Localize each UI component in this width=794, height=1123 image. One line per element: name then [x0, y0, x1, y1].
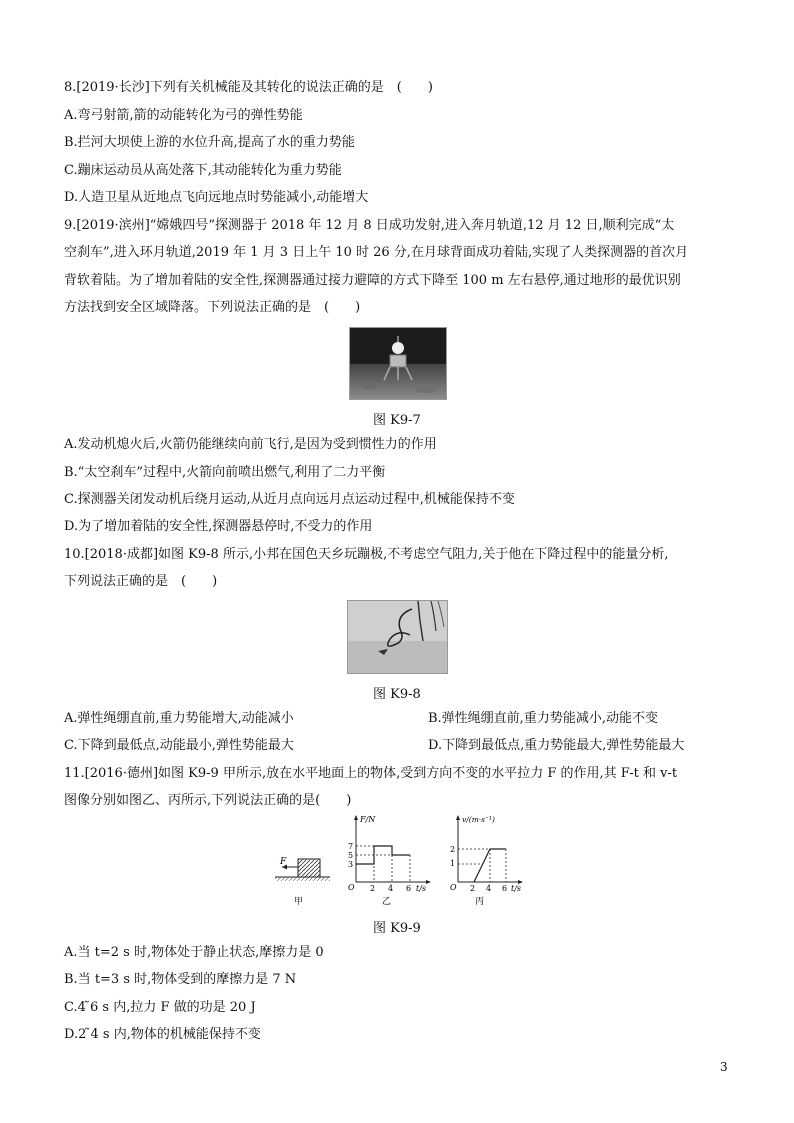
- q9-option-a: A.发动机熄火后,火箭仍能继续向前飞行,是因为受到惯性力的作用: [64, 437, 437, 452]
- page-number: 3: [720, 1060, 728, 1074]
- q11-stem-line-1: 11.[2016·德州]如图 K9-9 甲所示,放在水平地面上的物体,受到方向不变的水平拉力 F 的作用,其 F-t 和 v-t: [64, 766, 678, 781]
- q8-option-d: D.人造卫星从近地点飞向远地点时势能减小,动能增大: [64, 190, 369, 205]
- figure-yi-ft-graph: [348, 815, 431, 907]
- q10-stem-line-2: 下列说法正确的是 ( ): [64, 574, 218, 589]
- figure-bing-vt-graph: [450, 815, 523, 907]
- bing-ylabel: v/(m·s⁻¹): [462, 815, 495, 824]
- q9-option-c: C.探测器关闭发动机后绕月运动,从近月点向远月点运动过程中,机械能保持不变: [64, 492, 515, 507]
- bungee-photo: [347, 600, 448, 674]
- yi-xtick-2: 2: [370, 884, 376, 893]
- q8-option-b: B.拦河大坝使上游的水位升高,提高了水的重力势能: [64, 135, 355, 150]
- q9-stem-line-1: 9.[2019·滨州]“嫦娥四号”探测器于 2018 年 12 月 8 日成功发射,进入奔月轨道,12 月 12 日,顺利完成“太: [64, 218, 675, 233]
- q10-option-a: A.弹性绳绷直前,重力势能增大,动能减小: [64, 711, 294, 726]
- figure-jia-label: 甲: [294, 897, 304, 907]
- figure-k9-8-caption: 图 K9-8: [373, 687, 421, 702]
- q11-option-b: B.当 t=3 s 时,物体受到的摩擦力是 7 N: [64, 972, 297, 987]
- yi-xtick-6: 6: [406, 884, 412, 893]
- yi-ytick-5: 5: [348, 851, 354, 860]
- yi-ylabel: F/N: [360, 815, 376, 824]
- q9-stem-line-4: 方法找到安全区域降落。下列说法正确的是 ( ): [64, 300, 361, 315]
- bing-xtick-2: 2: [470, 884, 476, 893]
- q9-option-d: D.为了增加着陆的安全性,探测器悬停时,不受力的作用: [64, 519, 373, 534]
- figure-bing-label: 丙: [475, 897, 485, 907]
- bing-xtick-4: 4: [486, 884, 492, 893]
- yi-origin: O: [348, 883, 355, 892]
- bing-xlabel: t/s: [511, 884, 522, 893]
- yi-ytick-7: 7: [348, 842, 354, 851]
- q10-option-c: C.下降到最低点,动能最小,弹性势能最大: [64, 738, 294, 753]
- q11-option-d: D.2 ̃4 s 内,物体的机械能保持不变: [64, 1027, 261, 1042]
- yi-ytick-3: 3: [348, 860, 354, 869]
- q11-option-a: A.当 t=2 s 时,物体处于静止状态,摩擦力是 0: [64, 945, 324, 960]
- figure-k9-9: [270, 812, 530, 912]
- q11-option-c: C.4 ̃6 s 内,拉力 F 做的功是 20 J: [64, 1000, 256, 1015]
- q9-stem-line-3: 背软着陆。为了增加着陆的安全性,探测器通过接力避障的方式下降至 100 m 左右悬停,通过地形的最优识别: [64, 273, 681, 288]
- force-label: F: [280, 857, 287, 867]
- q10-stem-line-1: 10.[2018·成都]如图 K9-8 所示,小邦在国色天乡玩蹦极,不考虑空气阻力,关于他在下降过程中的能量分析,: [64, 547, 669, 562]
- q9-stem-line-2: 空刹车”,进入环月轨道,2019 年 1 月 3 日上午 10 时 26 分,在月球背面成功着陆,实现了人类探测器的首次月: [64, 245, 689, 260]
- bing-xtick-6: 6: [502, 884, 508, 893]
- q11-stem-line-2: 图像分别如图乙、丙所示,下列说法正确的是( ): [64, 793, 352, 808]
- q10-option-b: B.弹性绳绷直前,重力势能减小,动能不变: [428, 711, 658, 726]
- q8-option-a: A.弯弓射箭,箭的动能转化为弓的弹性势能: [64, 108, 303, 123]
- yi-xtick-4: 4: [388, 884, 394, 893]
- figure-yi-label: 乙: [382, 897, 392, 907]
- q10-option-d: D.下降到最低点,重力势能最大,弹性势能最大: [428, 738, 685, 753]
- q8-option-c: C.蹦床运动员从高处落下,其动能转化为重力势能: [64, 163, 342, 178]
- bing-ytick-2: 2: [450, 845, 456, 854]
- yi-xlabel: t/s: [416, 884, 427, 893]
- figure-k9-9-caption: 图 K9-9: [373, 921, 421, 936]
- moon-lander-photo: [349, 327, 447, 400]
- bing-origin: O: [450, 883, 457, 892]
- q9-option-b: B.“太空刹车”过程中,火箭向前喷出燃气,利用了二力平衡: [64, 465, 386, 480]
- q8-stem: 8.[2019·长沙]下列有关机械能及其转化的说法正确的是 ( ): [64, 80, 433, 95]
- figure-k9-7-caption: 图 K9-7: [373, 413, 421, 428]
- bing-ytick-1: 1: [450, 859, 456, 868]
- figure-jia: [275, 857, 330, 907]
